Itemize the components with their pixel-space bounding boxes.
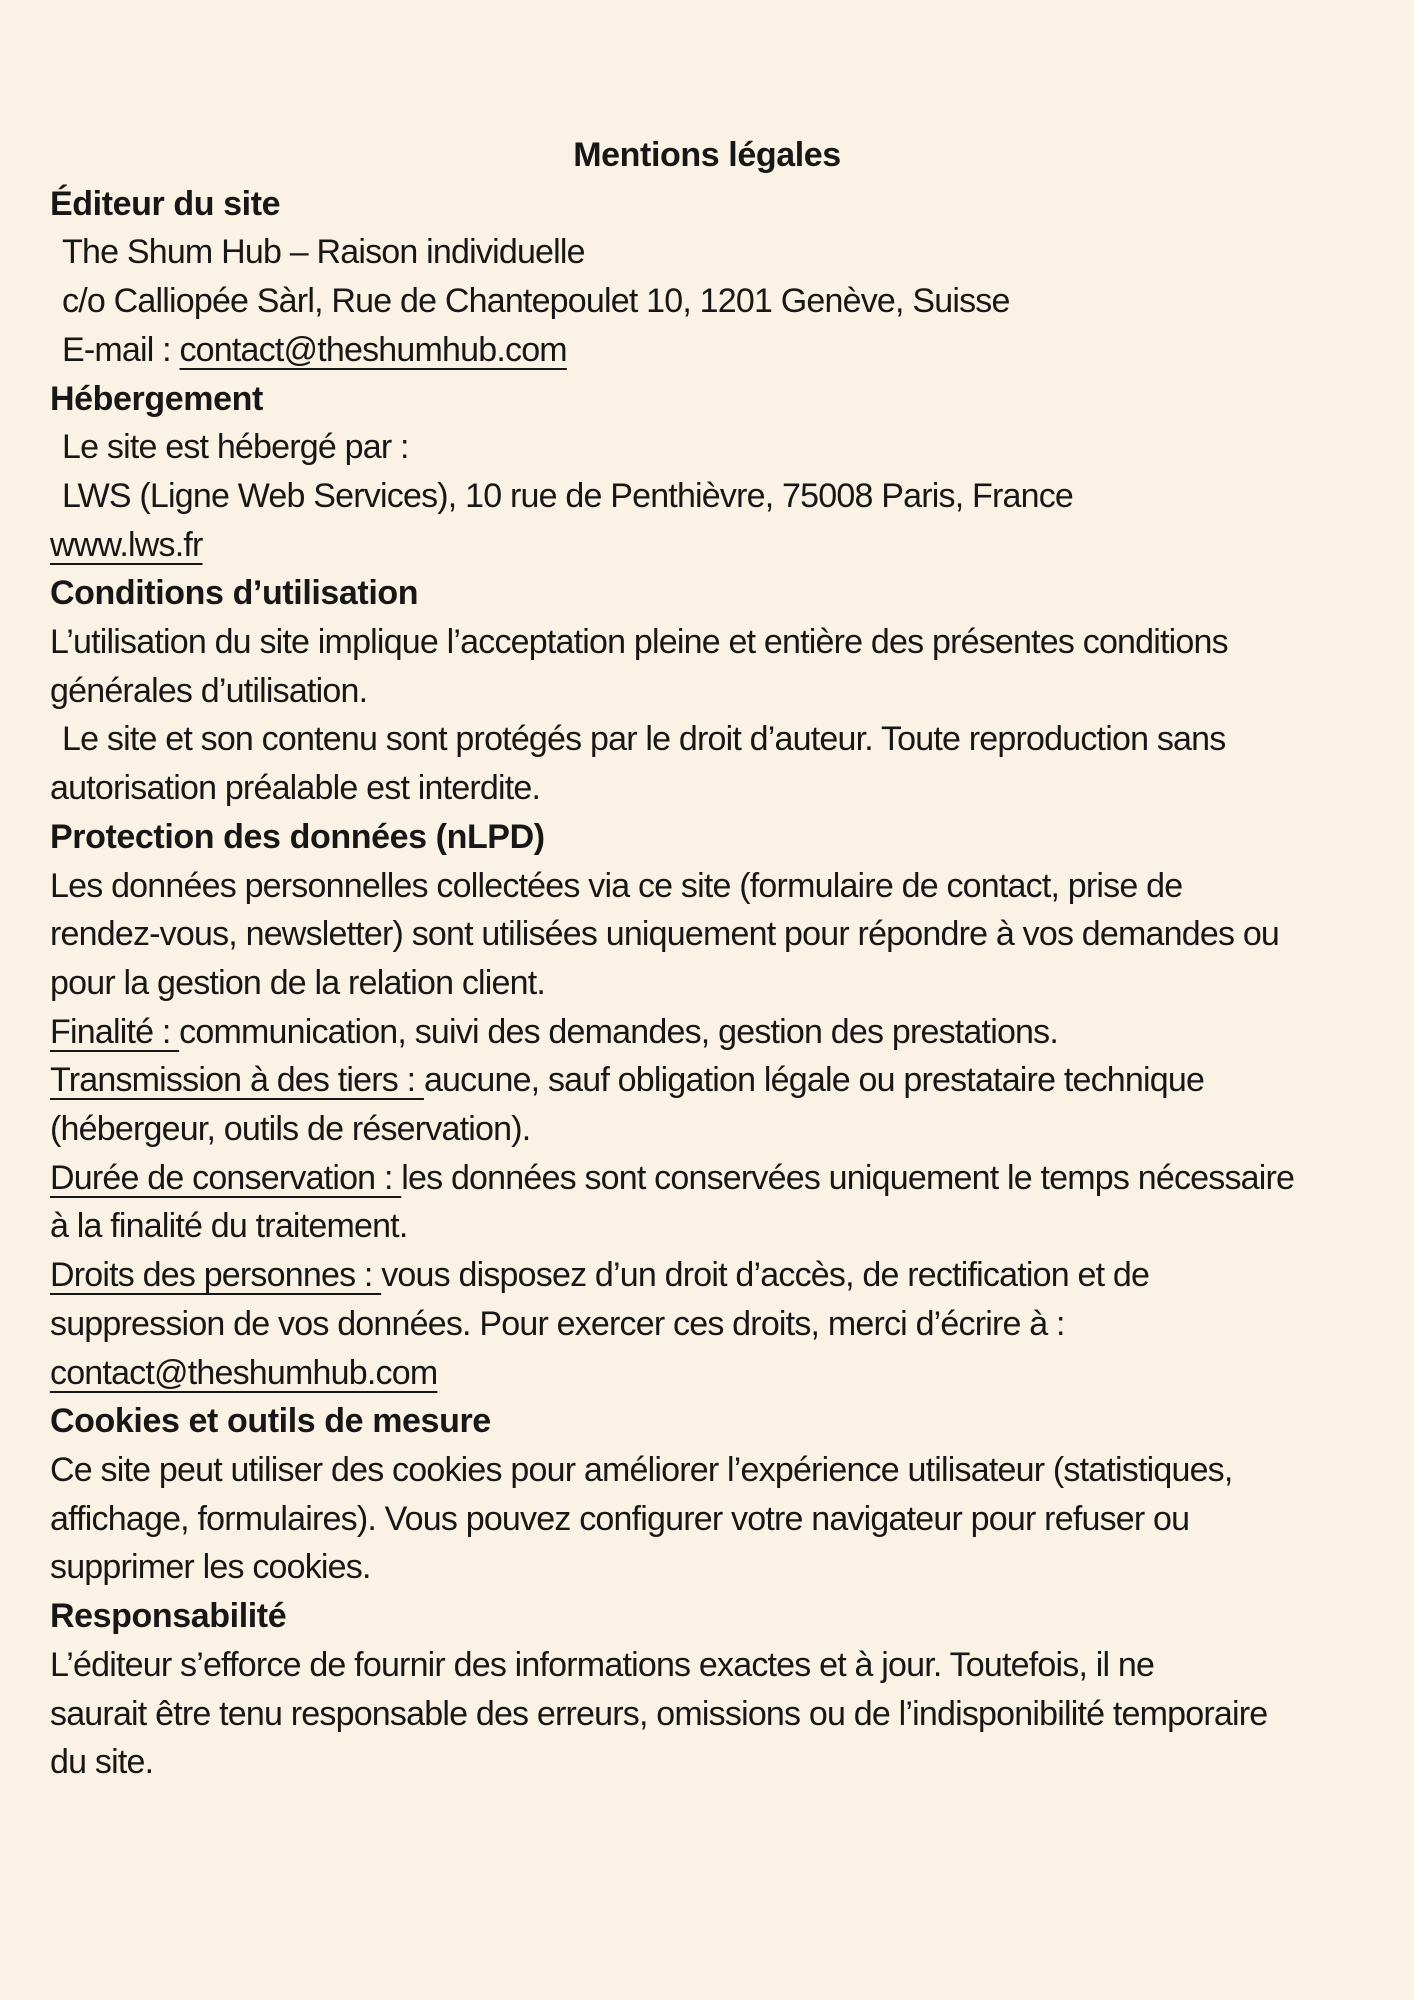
cookies-line-3: supprimer les cookies. bbox=[50, 1548, 371, 1587]
data-protection-line-1: Les données personnelles collectées via ce site (formulaire de contact, prise de bbox=[50, 866, 1183, 905]
publisher-name-line: The Shum Hub – Raison individuelle bbox=[62, 233, 585, 272]
section-heading-conditions: Conditions d’utilisation bbox=[50, 574, 419, 613]
contact-email-link-2[interactable]: contact@theshumhub.com bbox=[50, 1353, 438, 1392]
lws-website-link[interactable]: www.lws.fr bbox=[50, 525, 203, 564]
data-protection-line-3: pour la gestion de la relation client. bbox=[50, 963, 546, 1002]
hosting-url-line bbox=[50, 521, 1364, 570]
section-heading-responsabilite: Responsabilité bbox=[50, 1597, 287, 1636]
transmission-term: Transmission à des tiers : bbox=[50, 1061, 424, 1100]
data-protection-line-2: rendez-vous, newsletter) sont utilisées uniquement pour répondre à vos demandes ou bbox=[50, 915, 1280, 954]
droits-email-line bbox=[50, 1349, 1364, 1398]
droits-term: Droits des personnes : bbox=[50, 1256, 382, 1295]
droits-line-2: suppression de vos données. Pour exercer ces droits, merci d’écrire à : bbox=[50, 1304, 1065, 1343]
publisher-address-line: c/o Calliopée Sàrl, Rue de Chantepoulet 10, 1201 Genève, Suisse bbox=[62, 282, 1010, 321]
transmission-line-1 bbox=[50, 1056, 1364, 1105]
section-heading-hebergement: Hébergement bbox=[50, 379, 263, 418]
finalite-term: Finalité : bbox=[50, 1012, 180, 1051]
droits-text: vous disposez d’un droit d’accès, de rectification et de bbox=[381, 1256, 1150, 1295]
hosting-intro-line: Le site est hébergé par : bbox=[62, 428, 409, 467]
droits-line-1 bbox=[50, 1251, 1364, 1300]
conservation-line-1 bbox=[50, 1154, 1364, 1203]
conditions-line-1: L’utilisation du site implique l’acceptation pleine et entière des présentes conditions bbox=[50, 623, 1228, 662]
copyright-line-1: Le site et son contenu sont protégés par le droit d’auteur. Toute reproduction sans bbox=[62, 720, 1226, 759]
conservation-text: les données sont conservées uniquement le temps nécessaire bbox=[401, 1158, 1295, 1197]
cookies-line-2: affichage, formulaires). Vous pouvez configurer votre navigateur pour refuser ou bbox=[50, 1499, 1190, 1538]
transmission-line-2: (hébergeur, outils de réservation). bbox=[50, 1110, 531, 1149]
email-line bbox=[50, 326, 1364, 375]
section-heading-editeur: Éditeur du site bbox=[50, 184, 281, 223]
contact-email-link[interactable]: contact@theshumhub.com bbox=[179, 330, 567, 369]
conservation-line-2: à la finalité du traitement. bbox=[50, 1207, 408, 1246]
finalite-line bbox=[50, 1008, 1364, 1057]
responsabilite-line-2: saurait être tenu responsable des erreurs, omissions ou de l’indisponibilité temporaire bbox=[50, 1694, 1268, 1733]
section-heading-cookies: Cookies et outils de mesure bbox=[50, 1402, 491, 1441]
email-label: E-mail : bbox=[62, 330, 180, 369]
hosting-provider-line: LWS (Ligne Web Services), 10 rue de Penthièvre, 75008 Paris, France bbox=[62, 476, 1074, 515]
responsabilite-line-3: du site. bbox=[50, 1743, 154, 1782]
transmission-text: aucune, sauf obligation légale ou prestataire technique bbox=[423, 1061, 1205, 1100]
section-heading-protection-donnees: Protection des données (nLPD) bbox=[50, 817, 545, 856]
conservation-term: Durée de conservation : bbox=[50, 1158, 402, 1197]
copyright-line-2: autorisation préalable est interdite. bbox=[50, 769, 541, 808]
finalite-text: communication, suivi des demandes, gestion des prestations. bbox=[179, 1012, 1059, 1051]
conditions-line-2: générales d’utilisation. bbox=[50, 671, 368, 710]
responsabilite-line-1: L’éditeur s’efforce de fournir des informations exactes et à jour. Toutefois, il ne bbox=[50, 1645, 1155, 1684]
cookies-line-1: Ce site peut utiliser des cookies pour améliorer l’expérience utilisateur (statistiques, bbox=[50, 1450, 1233, 1489]
page-title: Mentions légales bbox=[573, 136, 841, 174]
